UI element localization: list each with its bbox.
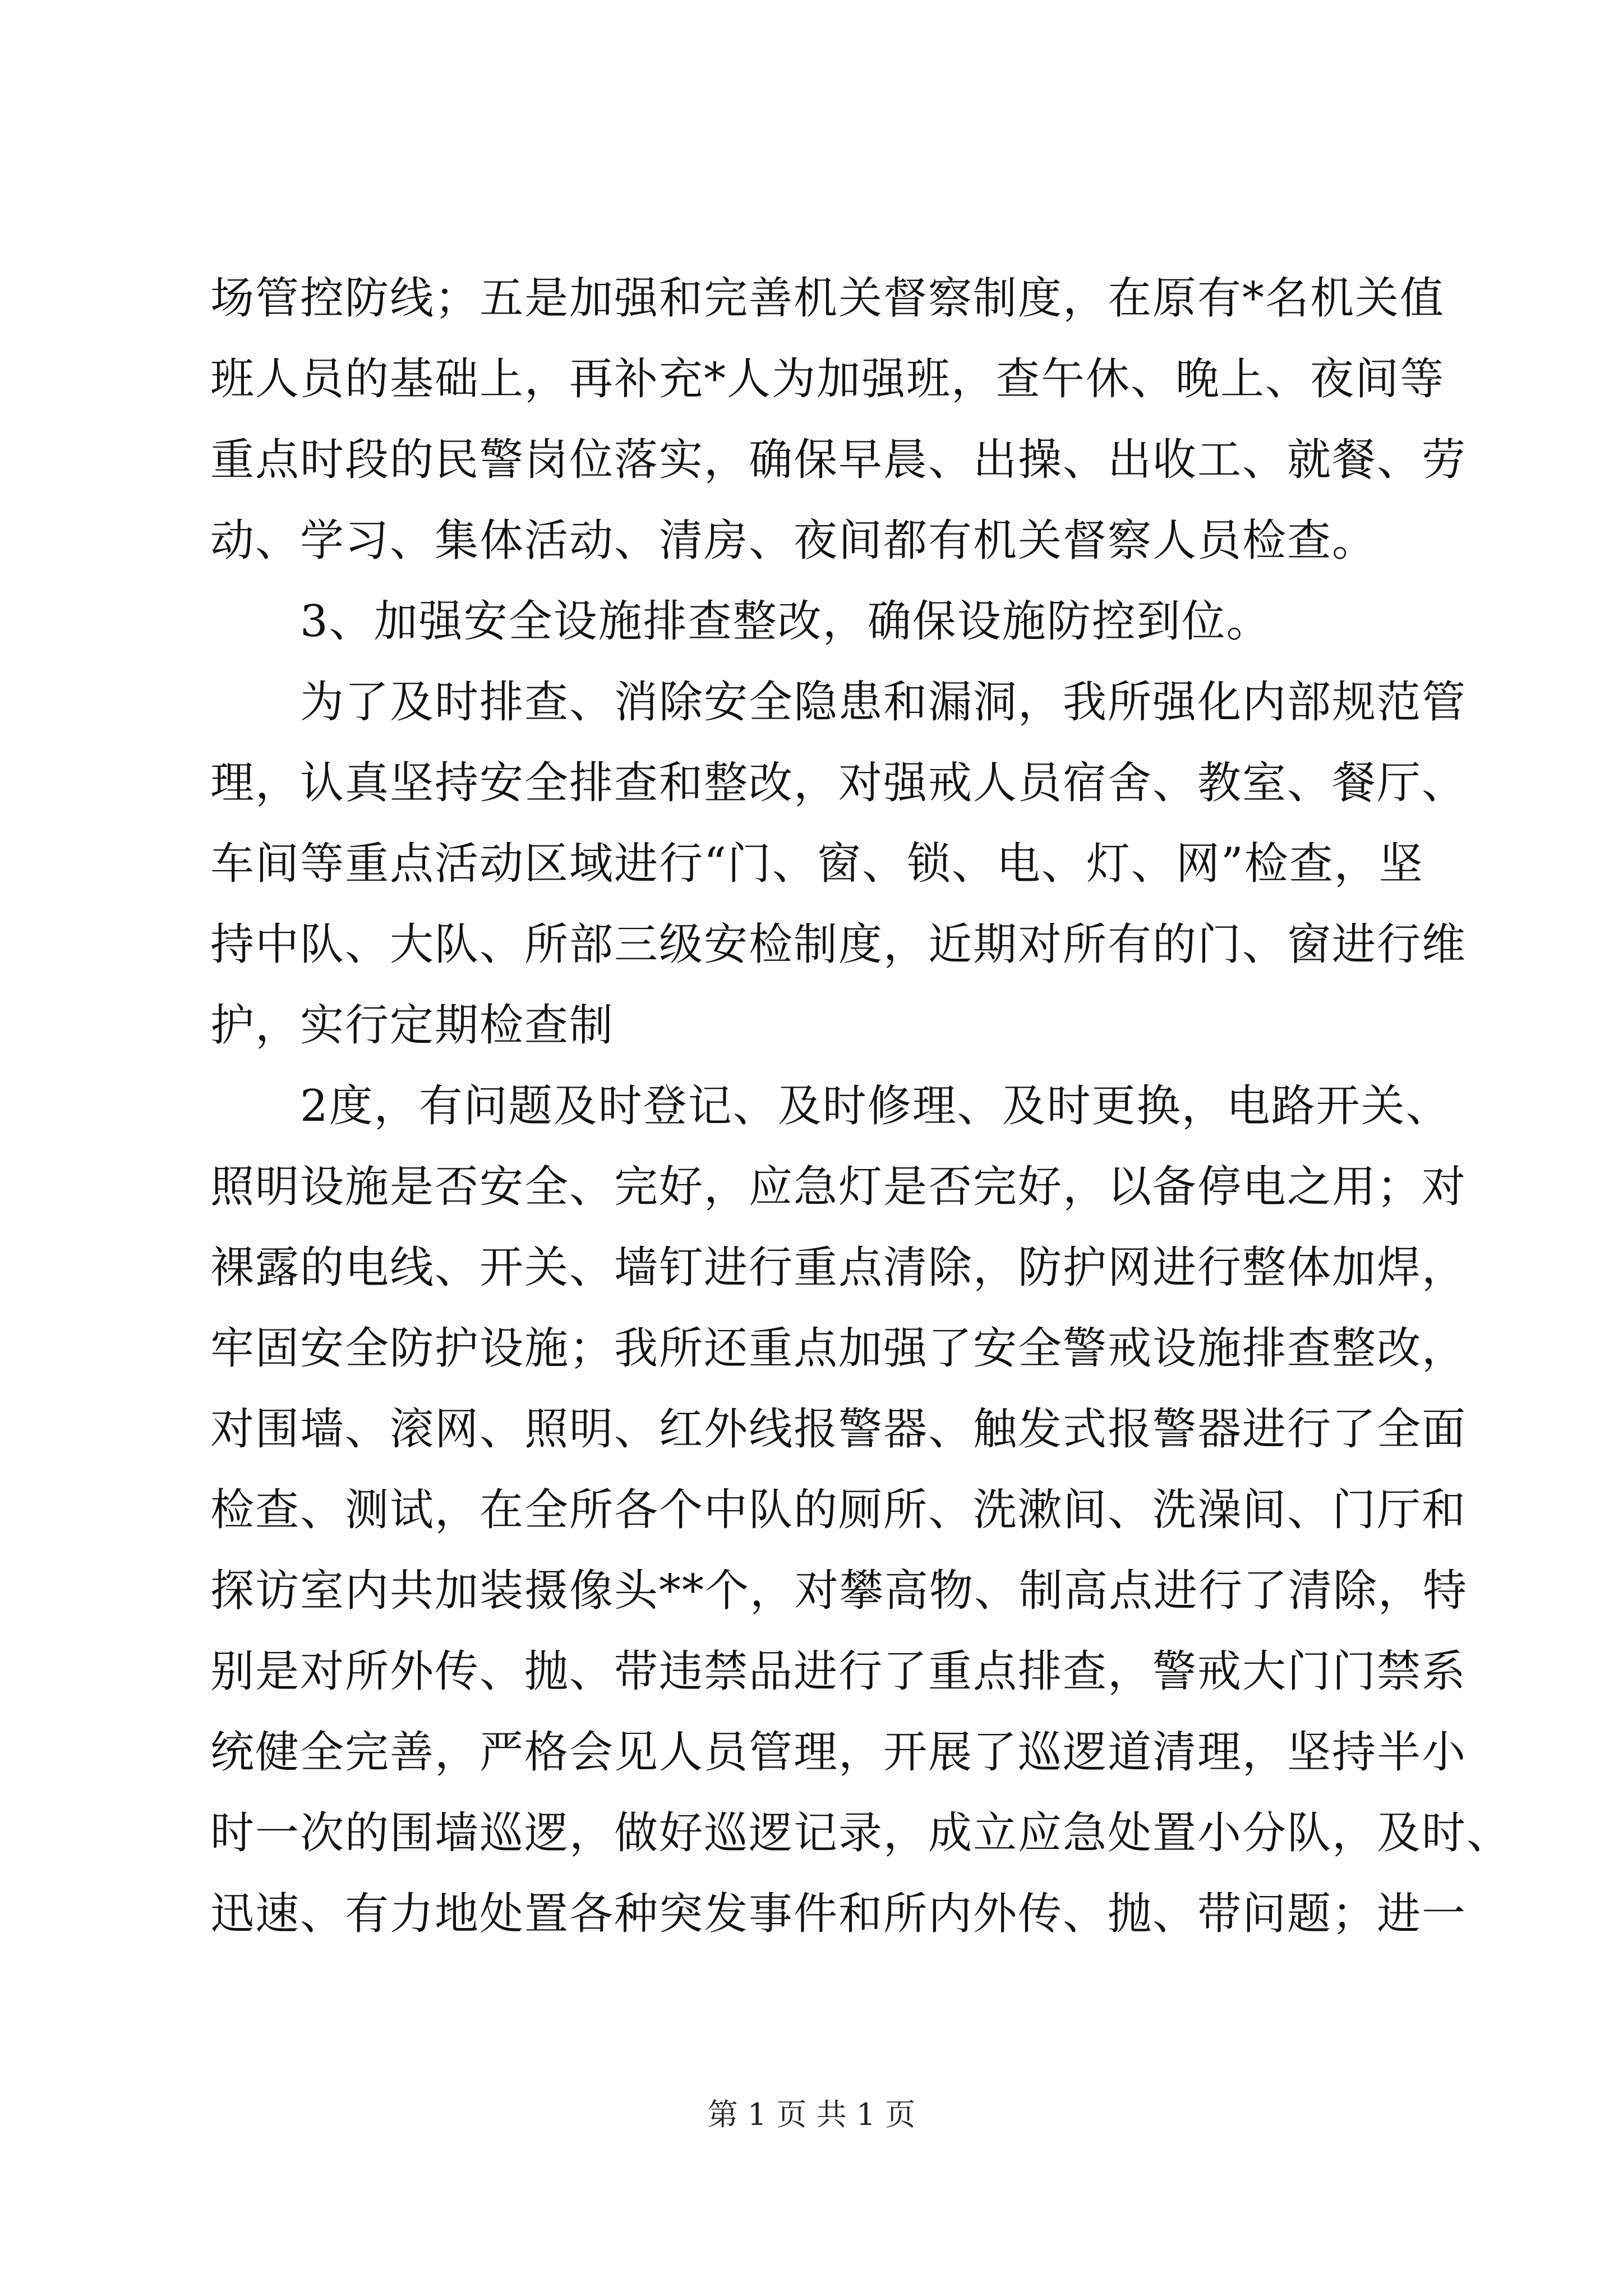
section-heading: 3、加强安全设施排查整改，确保设施防控到位。	[210, 596, 1271, 647]
text-line-6: 为了及时排查、消除安全隐患和漏洞，我所强化内部规范管	[210, 677, 1467, 728]
text-line-3: 重点时段的民警岗位落实，确保早晨、出操、出收工、就餐、劳	[210, 435, 1467, 485]
page-number-label: 第 1 页 共 1 页	[707, 2097, 916, 2132]
text-line-20: 时一次的围墙巡逻，做好巡逻记录，成立应急处置小分队，及时、	[210, 1808, 1512, 1858]
text-line-15: 对围墙、滚网、照明、红外线报警器、触发式报警器进行了全面	[210, 1404, 1467, 1455]
page-footer	[0, 2095, 1623, 2134]
text-line-13: 裸露的电线、开关、墙钉进行重点清除，防护网进行整体加焊，	[210, 1243, 1467, 1293]
text-line-1: 场管控防线；五是加强和完善机关督察制度，在原有*名机关值	[210, 273, 1445, 324]
text-line-7: 理，认真坚持安全排查和整改，对强戒人员宿舍、教室、餐厅、	[210, 758, 1467, 808]
text-line-17: 探访室内共加装摄像头**个，对攀高物、制高点进行了清除，特	[210, 1566, 1468, 1616]
text-line-16: 检查、测试，在全所各个中队的厕所、洗漱间、洗澡间、门厅和	[210, 1485, 1467, 1535]
text-line-12: 照明设施是否安全、完好，应急灯是否完好，以备停电之用；对	[210, 1162, 1467, 1212]
text-line-9: 持中队、大队、所部三级安检制度，近期对所有的门、窗进行维	[210, 919, 1467, 970]
document-body	[210, 258, 1512, 1954]
text-line-2: 班人员的基础上，再补充*人为加强班，查午休、晚上、夜间等	[210, 354, 1445, 404]
text-line-8: 车间等重点活动区域进行“门、窗、锁、电、灯、网”检查，坚	[210, 839, 1424, 889]
text-line-14: 牢固安全防护设施；我所还重点加强了安全警戒设施排查整改，	[210, 1323, 1467, 1374]
text-line-19: 统健全完善，严格会见人员管理，开展了巡逻道清理，坚持半小	[210, 1727, 1467, 1778]
text-line-18: 别是对所外传、抛、带违禁品进行了重点排查，警戒大门门禁系	[210, 1646, 1467, 1697]
text-line-11: 2度，有问题及时登记、及时修理、及时更换，电路开关、	[210, 1081, 1451, 1131]
text-line-10: 护，实行定期检查制	[210, 1000, 615, 1051]
text-line-4: 动、学习、集体活动、清房、夜间都有机关督察人员检查。	[210, 516, 1377, 566]
text-line-21: 迅速、有力地处置各种突发事件和所内外传、抛、带问题；进一	[210, 1889, 1467, 1939]
